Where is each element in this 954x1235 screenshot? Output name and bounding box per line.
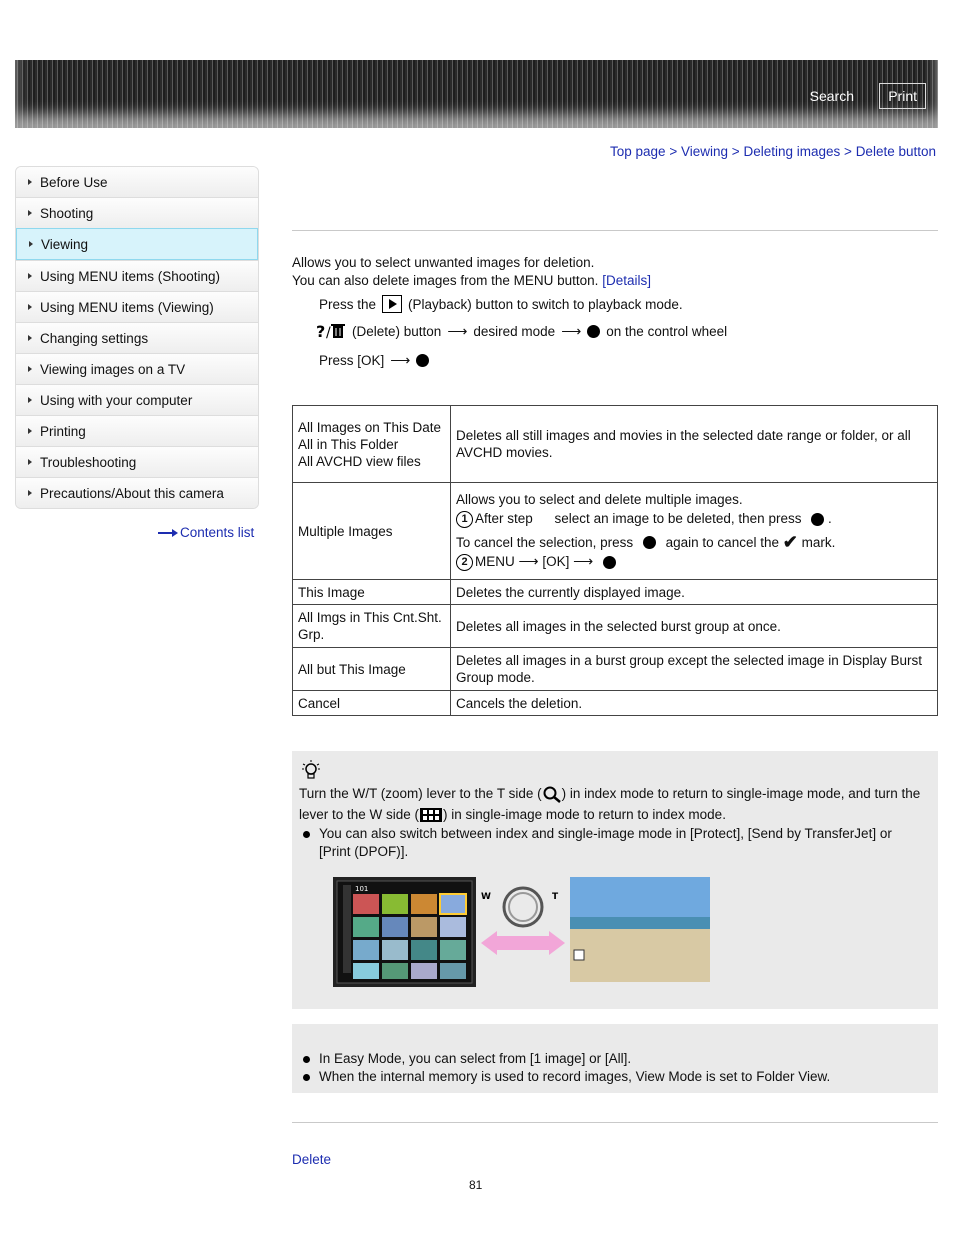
arrow-right-icon: ⟶ bbox=[573, 553, 594, 570]
mode-description: Deletes all still images and movies in the selected date range or folder, or all AVCHD movies. bbox=[451, 406, 938, 483]
mode-all-but-this: All but This Image bbox=[293, 648, 451, 691]
sidebar-item-label: Using with your computer bbox=[40, 392, 193, 408]
arrow-right-icon bbox=[158, 529, 178, 537]
note-item: When the internal memory is used to record images, View Mode is set to Folder View. bbox=[299, 1068, 830, 1086]
svg-text:/: / bbox=[326, 325, 331, 340]
intro-line-2: You can also delete images from the MENU button. [Details] bbox=[292, 273, 651, 288]
sidebar-item-viewing[interactable] bbox=[16, 228, 258, 260]
step-1 bbox=[319, 295, 683, 313]
step-1-text-after: (Playback) button to switch to playback mode. bbox=[408, 296, 683, 312]
table-row bbox=[293, 605, 938, 648]
triangle-right-icon bbox=[28, 304, 32, 310]
header-bar bbox=[15, 60, 938, 128]
table-row bbox=[293, 406, 938, 483]
center-button-icon bbox=[603, 556, 616, 569]
checkmark-icon: ✔ bbox=[782, 532, 798, 553]
sidebar-item-label: Troubleshooting bbox=[40, 454, 137, 470]
footer-divider bbox=[292, 1122, 938, 1123]
sidebar-item-label: Printing bbox=[40, 423, 86, 439]
sidebar-nav bbox=[15, 166, 259, 509]
table-row bbox=[293, 483, 938, 580]
center-button-icon bbox=[587, 325, 600, 338]
help-delete-icon bbox=[316, 322, 346, 340]
playback-icon bbox=[382, 295, 402, 313]
table-row bbox=[293, 580, 938, 605]
notes-box bbox=[292, 1024, 938, 1093]
breadcrumb-separator: > bbox=[844, 144, 852, 159]
table-row bbox=[293, 648, 938, 691]
hint-bullet: You can also switch between index and single-image mode in [Protect], [Send by TransferJet] or [Print (DPOF)]. bbox=[299, 825, 924, 861]
details-link[interactable]: [Details] bbox=[602, 273, 651, 288]
step-2-desired-mode: desired mode bbox=[473, 323, 556, 339]
sidebar-item-precautions[interactable] bbox=[16, 477, 258, 508]
triangle-right-icon bbox=[28, 490, 32, 496]
step-2-delete-button: (Delete) button bbox=[352, 323, 442, 339]
step-2-control-wheel: on the control wheel bbox=[606, 323, 728, 339]
triangle-right-icon bbox=[28, 459, 32, 465]
breadcrumb bbox=[610, 144, 936, 159]
arrow-right-icon: ⟶ bbox=[390, 352, 411, 368]
zoom-w-index-icon bbox=[419, 807, 443, 823]
related-delete-link[interactable]: Delete bbox=[292, 1152, 332, 1167]
breadcrumb-viewing[interactable]: Viewing bbox=[680, 144, 729, 159]
breadcrumb-delete-button[interactable]: Delete button bbox=[855, 144, 936, 159]
triangle-right-icon bbox=[28, 335, 32, 341]
step-number-2-icon: 2 bbox=[456, 554, 473, 571]
zoom-t-icon bbox=[542, 785, 562, 803]
step-3-press-ok: Press [OK] bbox=[319, 353, 385, 368]
arrow-right-icon: ⟶ bbox=[561, 322, 582, 339]
arrow-right-icon: ⟶ bbox=[447, 322, 468, 339]
breadcrumb-separator: > bbox=[669, 144, 678, 159]
sidebar-item-troubleshooting[interactable] bbox=[16, 446, 258, 477]
step-number-1-icon: 1 bbox=[456, 511, 473, 528]
sidebar-item-before-use[interactable] bbox=[16, 167, 258, 197]
mode-this-image: This Image bbox=[293, 580, 451, 605]
sidebar-item-label: Precautions/About this camera bbox=[40, 485, 224, 501]
index-single-switch-illustration bbox=[333, 877, 713, 987]
mode-description: Deletes the currently displayed image. bbox=[451, 580, 938, 605]
sidebar-item-label: Changing settings bbox=[40, 330, 149, 346]
breadcrumb-deleting-images[interactable]: Deleting images bbox=[743, 144, 841, 159]
center-button-icon bbox=[416, 354, 429, 367]
triangle-right-icon bbox=[28, 366, 32, 372]
triangle-right-icon bbox=[28, 179, 32, 185]
sidebar-item-computer[interactable] bbox=[16, 384, 258, 415]
step-3 bbox=[319, 352, 429, 369]
sidebar-item-menu-viewing[interactable] bbox=[16, 291, 258, 322]
lightbulb-icon bbox=[301, 759, 321, 781]
mode-description: Deletes all images in the selected burst group at once. bbox=[451, 605, 938, 648]
sidebar-item-viewing-tv[interactable] bbox=[16, 353, 258, 384]
triangle-right-icon bbox=[28, 397, 32, 403]
sidebar-item-changing-settings[interactable] bbox=[16, 322, 258, 353]
mode-all-images-date: All Images on This Date All in This Folder All AVCHD view files bbox=[293, 406, 451, 483]
sidebar-item-label: Viewing bbox=[41, 236, 89, 252]
table-row bbox=[293, 691, 938, 716]
note-item: In Easy Mode, you can select from [1 image] or [All]. bbox=[299, 1050, 830, 1068]
center-button-icon bbox=[643, 536, 656, 549]
step-2 bbox=[316, 322, 727, 340]
svg-text:?: ? bbox=[316, 322, 326, 340]
mode-cancel: Cancel bbox=[293, 691, 451, 716]
delete-modes-table bbox=[292, 405, 938, 716]
triangle-right-icon bbox=[28, 210, 32, 216]
sidebar-item-label: Shooting bbox=[40, 205, 94, 221]
mode-description: Deletes all images in a burst group except the selected image in Display Burst Group mode. bbox=[451, 648, 938, 691]
sidebar-item-label: Using MENU items (Shooting) bbox=[40, 268, 221, 284]
intro-line-1: Allows you to select unwanted images for deletion. bbox=[292, 255, 595, 270]
sidebar-item-label: Viewing images on a TV bbox=[40, 361, 186, 377]
triangle-right-icon bbox=[29, 241, 33, 247]
breadcrumb-top-page[interactable]: Top page bbox=[610, 144, 666, 159]
sidebar-item-printing[interactable] bbox=[16, 415, 258, 446]
hint-text: Turn the W/T (zoom) lever to the T side ( ) in index mode to return to single-image mode, and turn the lever to the W side ( ) in single-image mode to return to index mode. You can also switch between index and single-image mode in [Protect], [Send by TransferJet] or [Print (DPOF)]. bbox=[299, 783, 924, 861]
mode-description: Cancels the deletion. bbox=[451, 691, 938, 716]
search-link[interactable]: Search bbox=[809, 88, 854, 104]
title-divider bbox=[292, 230, 938, 231]
contents-list-link[interactable] bbox=[158, 525, 254, 540]
sidebar-item-label: Using MENU items (Viewing) bbox=[40, 299, 214, 315]
sidebar-item-menu-shooting[interactable] bbox=[16, 260, 258, 291]
center-button-icon bbox=[811, 513, 824, 526]
triangle-right-icon bbox=[28, 428, 32, 434]
intro-text bbox=[292, 254, 651, 290]
illus-t-label: T bbox=[552, 892, 559, 902]
illus-w-label: W bbox=[481, 892, 491, 902]
arrow-right-icon: ⟶ bbox=[518, 553, 539, 570]
mode-description: Allows you to select and delete multiple images. 1 After step select an image to be deleted, then press . To cancel the selection, press again to cancel the ✔ mark. 2 MENU ⟶ [OK] ⟶ bbox=[451, 483, 938, 580]
mode-multiple-images: Multiple Images bbox=[293, 483, 451, 580]
breadcrumb-separator: > bbox=[731, 144, 740, 159]
contents-list-label: Contents list bbox=[180, 525, 255, 540]
print-button[interactable]: Print bbox=[879, 83, 926, 109]
sidebar-item-label: Before Use bbox=[40, 174, 108, 190]
page-number: 81 bbox=[469, 1178, 483, 1192]
triangle-right-icon bbox=[28, 273, 32, 279]
sidebar-item-shooting[interactable] bbox=[16, 197, 258, 228]
illus-folder-label: 101 bbox=[355, 885, 369, 893]
step-1-text-before: Press the bbox=[319, 296, 377, 312]
mode-all-imgs-burst: All Imgs in This Cnt.Sht. Grp. bbox=[293, 605, 451, 648]
